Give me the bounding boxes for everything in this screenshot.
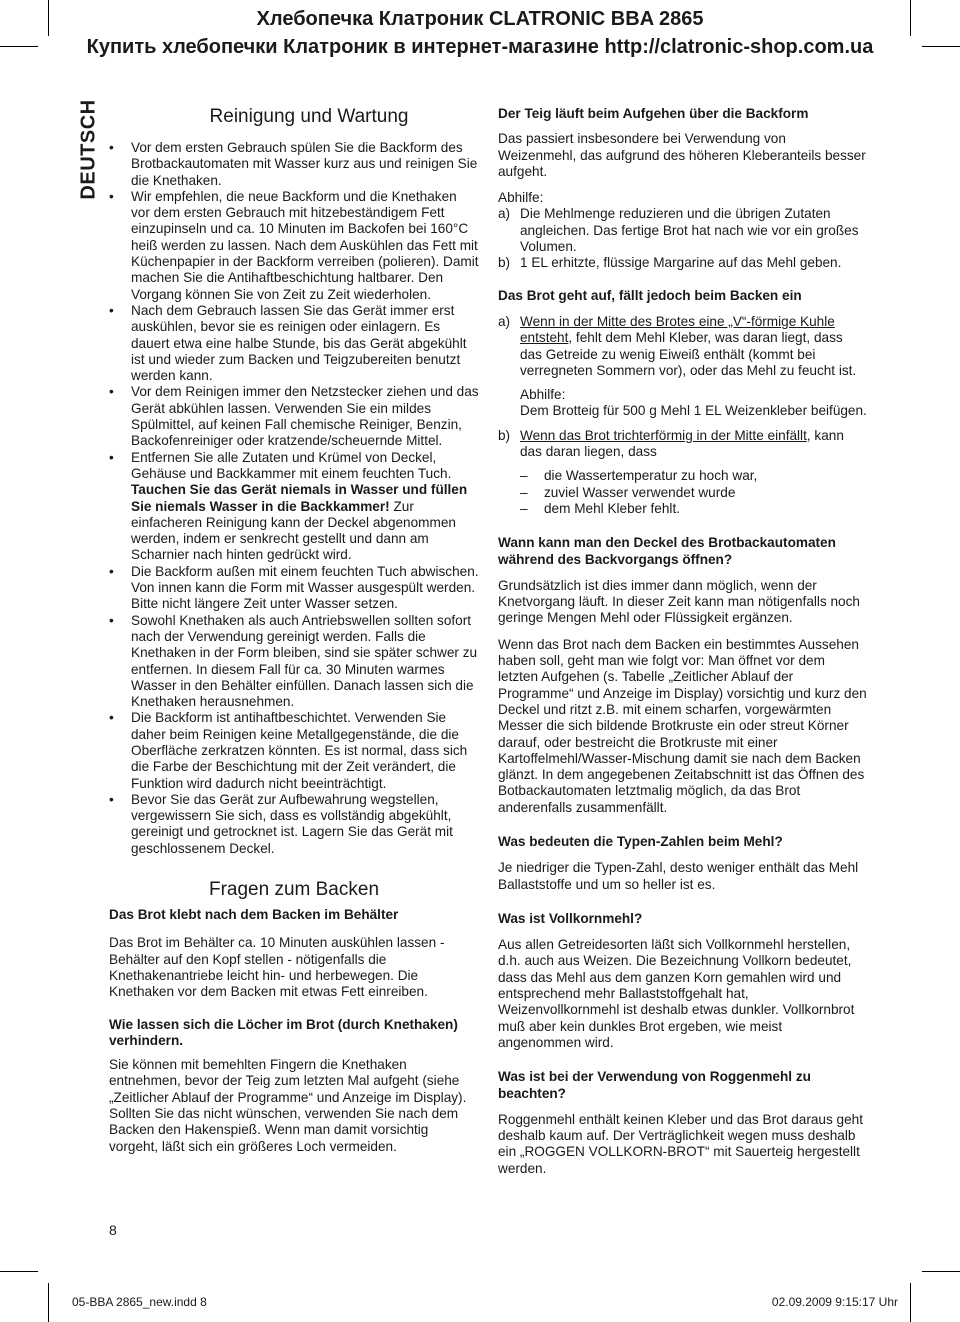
crop-mark — [0, 1271, 38, 1272]
section-title-cleaning: Reinigung und Wartung — [209, 106, 409, 127]
bullet-icon: • — [109, 384, 114, 400]
bullet-icon: • — [109, 188, 114, 204]
bullet-icon: • — [109, 791, 114, 807]
remedy-text: Dem Brotteig für 500 g Mehl 1 EL Weizenkleber beifügen. — [520, 403, 867, 419]
dash-item: – dem Mehl Kleber fehlt. — [520, 500, 681, 516]
answer-text: Wenn das Brot nach dem Backen ein bestimmtes Aussehen haben soll, geht man wie folgt vor: Man öffnet vor dem letzten Aufgehen (s. Tabelle „Zeitlicher Ablauf der Programme“ und Anzeige im Display) vorsichtig und kurz den Deckel und ritzt z.B. mit einem scharfen, vorgewärmten Messer die sich bildende Brotkruste ein oder streut Körner darauf, oder bestreicht die Brotkruste mit einer Kartoffelmehl/Wasser-Mischung damit sie nach dem Backen glänzt. In dem angegebenen Zeitabschnitt ist das Öffnen des Botbackautomaten letztmalig möglich, da das Brot anderenfalls zusammenfällt. — [498, 636, 867, 815]
answer-text: Roggenmehl enthält keinen Kleber und das Brot daraus geht deshalb kaum auf. Der Verträglichkeit wegen muss deshalb ein „ROGGEN VOLLKORN-BROT“ mit Sauerteig hergestellt werden. — [498, 1111, 864, 1176]
question-heading: Wie lassen sich die Löcher im Brot (durch Knethaken) verhindern. — [109, 1016, 458, 1048]
answer-text: Je niedriger die Typen-Zahl, desto weniger enthält das Mehl Ballaststoffe und um so heller ist es. — [498, 860, 859, 892]
list-item: • Vor dem Reinigen immer den Netzstecker ziehen und das Gerät abkühlen lassen. Verwenden Sie ein mildes Spülmittel, auf keinen Fall chemische Reiniger, Benzin, Backofenreiniger oder kratzende/scheuernde Mittel. — [109, 384, 479, 449]
list-item: • Die Backform außen mit einem feuchten Tuch abwischen. Von innen kann die Form mit Wasser ausgespült werden. Bitte nicht längere Zeit unter Wasser setzen. — [109, 563, 479, 612]
underlined-text: Wenn das Brot trichterförmig in der Mitte einfällt — [520, 427, 807, 443]
list-item: • Vor dem ersten Gebrauch spülen Sie die Backform des Brotbackautomaten mit Wasser kurz aus und reinigen Sie die Knethaken. — [109, 140, 478, 188]
question-heading: Das Brot geht auf, fällt jedoch beim Backen ein — [498, 287, 802, 303]
answer-text: Grundsätzlich ist dies immer dann möglich, wenn der Knetvorgang läuft. In dieser Zeit kann man nötigenfalls noch geringe Mengen Mehl oder Flüssigkeit ergänzen. — [498, 577, 860, 626]
list-item: • Sowohl Knethaken als auch Antriebswellen sollten sofort nach der Verwendung gereinigt werden. Falls die Knethaken in der Form bleiben, sind sie später schwer zu entfernen. In diesem Fall für ca. 30 Minuten warmes Wasser in den Behälter einfüllen. Danach lassen sich die Knethaken herausnehmen. — [109, 612, 478, 710]
underlined-text: Wenn in der Mitte des Brotes eine „V“-förmige Kuhle entsteht — [520, 313, 835, 346]
list-item: • Nach dem Gebrauch lassen Sie das Gerät immer erst auskühlen, bevor sie es reinigen oder einlagern. Es dauert etwa eine halbe Stunde, bis das Gerät abgekühlt ist und wieder zum Backen und Teigzubereiten benutzt werden kann. — [109, 302, 467, 384]
language-tab — [72, 100, 112, 210]
crop-mark — [922, 1271, 960, 1272]
crop-mark — [0, 46, 38, 47]
crop-mark — [48, 1283, 49, 1322]
left-column — [109, 106, 479, 1155]
list-item: • Wir empfehlen, die neue Backform und die Knethaken vor dem ersten Gebrauch mit hitzebeständigem Fett einzupinseln und ca. 10 Minuten im Backofen bei 160°C heiß werden zu lassen. Nach dem Auskühlen das Fett mit Küchenpapier in der Backform verreiben (polieren). Damit machen Sie die Antihaftbeschichtung haltbarer. Den Vorgang können Sie von Zeit zu Zeit wiederholen. — [109, 188, 479, 302]
crop-mark — [910, 0, 911, 36]
question-heading: Was ist bei der Verwendung von Roggenmehl zu beachten? — [498, 1069, 811, 1101]
list-item: a) Wenn in der Mitte des Brotes eine „V“-förmige Kuhle entsteht, fehlt dem Mehl Kleber, was daran liegt, dass das Getreide zu wenig Eiweiß enthält (kommt bei verregneten Sommern vor), oder das Mehl zu feucht ist. — [498, 313, 857, 378]
page-header-title: Хлебопечка Клатроник CLATRONIC BBA 2865 — [256, 8, 704, 30]
bullet-icon: • — [109, 612, 114, 628]
bullet-icon: • — [109, 710, 114, 726]
answer-text: Das passiert insbesondere bei Verwendung von Weizenmehl, das aufgrund des höheren Kleberanteils besser aufgeht. — [498, 131, 866, 179]
question-heading: Was bedeuten die Typen-Zahlen beim Mehl? — [498, 833, 783, 849]
list-item: • Bevor Sie das Gerät zur Aufbewahrung wegstellen, vergewissern Sie sich, dass es vollständig abgekühlt, gereinigt und getrocknet ist. Lagern Sie das Gerät mit geschlossenem Deckel. — [109, 791, 453, 856]
bullet-icon: • — [109, 449, 114, 465]
footer-filename: 05-BBA 2865_new.indd 8 — [72, 1295, 207, 1309]
list-item: b) 1 EL erhitzte, flüssige Margarine auf das Mehl geben. — [498, 255, 842, 271]
right-column — [498, 106, 868, 1177]
list-item: • Entfernen Sie alle Zutaten und Krümel von Deckel, Gehäuse und Backkammer mit einem feuchten Tuch. Tauchen Sie das Gerät niemals in Wasser und füllen Sie niemals Wasser in die Backkammer! Zur einfacheren Reinigung kann der Deckel abgenommen werden, indem er senkrecht gestellt und dann am Scharnier nach hinten gedrückt wird. — [109, 449, 468, 563]
warning-text: Tauchen Sie das Gerät niemals in Wasser und füllen Sie niemals Wasser in die Backkammer! — [131, 482, 468, 514]
question-heading: Wann kann man den Deckel des Brotbackautomaten während des Backvorgangs öffnen? — [498, 535, 836, 567]
list-item: • Die Backform ist antihaftbeschichtet. Verwenden Sie daher beim Reinigen keine Metallgegenstände, die die Oberfläche zerkratzen könnten. Es ist normal, dass sich die Farbe der Beschichtung mit der Zeit verändert, die Funktion wird dadurch nicht beeinträchtigt. — [109, 710, 468, 791]
answer-text: Sie können mit bemehlten Fingern die Knethaken entnehmen, bevor der Teig zum letzten Mal aufgeht (siehe „Zeitlicher Ablauf der Programme“ und Anzeige im Display). Sollten Sie das nicht wünschen, verwenden Sie nach dem Backen den Hakenspieß. Wenn man damit vorsichtig vorgeht, läßt sich ein größeres Loch vermeiden. — [109, 1057, 467, 1154]
page-header-link[interactable]: Купить хлебопечки Клатроник в интернет-магазине http://clatronic-shop.com.ua — [86, 36, 874, 58]
answer-text: Das Brot im Behälter ca. 10 Minuten auskühlen lassen - Behälter auf den Kopf stellen - nötigenfalls die Knethakenantriebe leicht hin- und herbewegen. Die Knethaken vor dem Backen mit etwas Fett einreiben. — [109, 935, 445, 1000]
bullet-icon: • — [109, 140, 114, 155]
crop-mark — [922, 46, 960, 47]
footer-timestamp: 02.09.2009 9:15:17 Uhr — [771, 1295, 898, 1309]
list-item: b) Wenn das Brot trichterförmig in der Mitte einfällt, kann das daran liegen, dass — [498, 427, 844, 460]
language-tab-label: DEUTSCH — [77, 99, 100, 200]
crop-mark — [910, 1283, 911, 1322]
bullet-icon: • — [109, 563, 114, 579]
question-heading: Das Brot klebt nach dem Backen im Behälter — [109, 907, 399, 923]
question-heading: Was ist Vollkornmehl? — [498, 910, 643, 926]
answer-text: Aus allen Getreidesorten läßt sich Vollkornmehl herstellen, d.h. auch aus Weizen. Die Bezeichnung Vollkorn bedeutet, dass das Mehl aus dem ganzen Korn gemahlen wird und entsprechend mehr Ballaststoffgehalt hat, Weizenvollkornmehl ist deshalb etwas dunkler. Vollkornbrot muß aber kein dunkles Brot ergeben, wie meist angenommen wird. — [498, 937, 855, 1050]
remedy-label: Abhilfe: — [520, 387, 566, 403]
list-item: a) Die Mehlmenge reduzieren und die übrigen Zutaten angleichen. Das fertige Brot hat nach wie vor ein großes Volumen. — [498, 206, 859, 255]
question-heading: Der Teig läuft beim Aufgehen über die Backform — [498, 106, 809, 121]
page-number: 8 — [109, 1222, 117, 1238]
dash-item: – zuviel Wasser verwendet wurde — [520, 484, 736, 500]
section-title-faq: Fragen zum Backen — [208, 879, 380, 901]
dash-item: – die Wassertemperatur zu hoch war, — [520, 468, 758, 484]
cleaning-list — [109, 140, 479, 857]
bullet-icon: • — [109, 302, 114, 318]
remedy-label: Abhilfe: — [498, 190, 544, 206]
crop-mark — [48, 0, 49, 36]
